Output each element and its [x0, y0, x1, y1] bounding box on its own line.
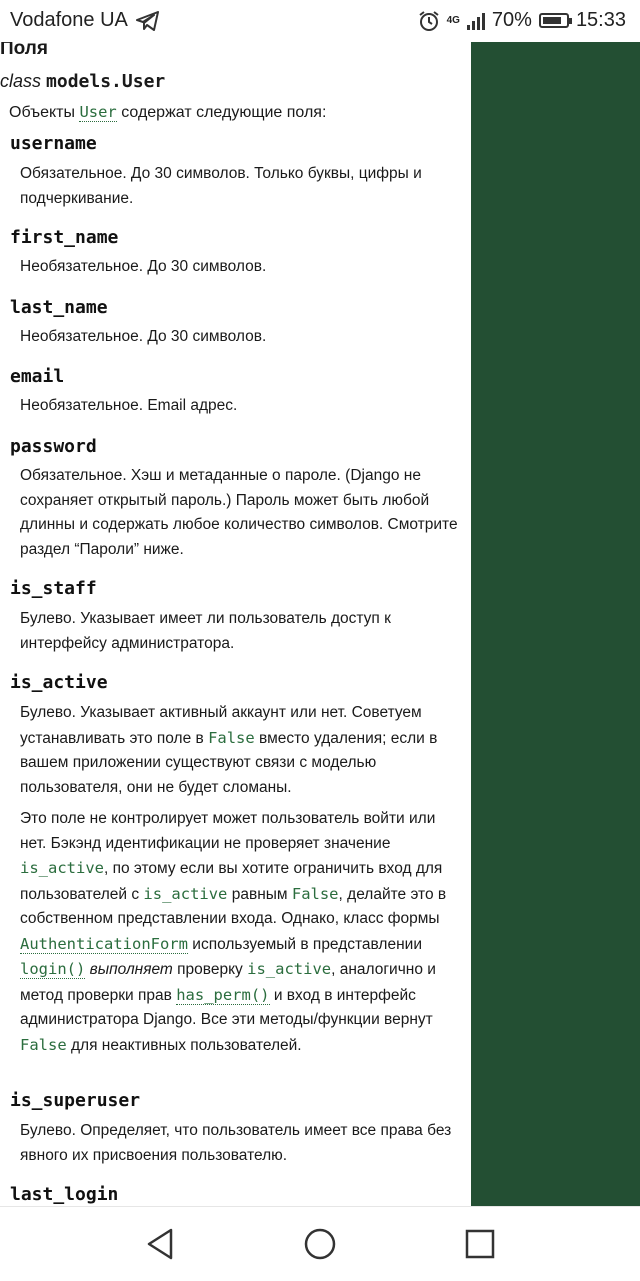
- system-nav-bar: [0, 1206, 640, 1281]
- home-icon: [303, 1227, 337, 1261]
- field-password-name: password: [10, 436, 97, 457]
- field-last-login-name: last_login: [10, 1184, 119, 1205]
- field-is-superuser-name: is_superuser: [10, 1090, 141, 1111]
- field-username-name: username: [10, 133, 97, 154]
- battery-icon: [539, 13, 569, 28]
- field-last-name-desc: Необязательное. До 30 символов.: [20, 328, 267, 345]
- false-literal: False: [291, 884, 339, 903]
- is-active-literal: is_active: [247, 960, 332, 978]
- is-active-literal: is_active: [143, 884, 228, 903]
- network-type-label: 4G: [446, 14, 460, 26]
- field-username-desc: Обязательное. До 30 символов. Только буквы, цифры и подчеркивание.: [20, 165, 422, 207]
- false-literal: False: [208, 728, 255, 747]
- doc-content: [0, 42, 466, 1206]
- field-first-name-name: first_name: [10, 227, 119, 248]
- signal-icon: [467, 12, 485, 30]
- field-last-name-name: last_name: [10, 297, 108, 318]
- recents-button[interactable]: [460, 1224, 500, 1264]
- clock: 15:33: [575, 9, 626, 31]
- has-perm-link[interactable]: has_perm(): [176, 985, 270, 1004]
- field-is-active-desc-2: Это поле не контролирует может пользователь войти или нет. Бэкэнд идентификации не проверяет значение is_active, по этому если вы хотите ограничить вход для пользователей с is_active равным False, делайте это в собственном представлении входа. Однако, класс формы AuthenticationForm используемый в представлении login() выполняет проверку is_active, аналогично и метод проверки прав has_perm() и вход в интерфейс администратора Django. Все эти методы/функции вернут False для неактивных пользователей.: [20, 810, 447, 1054]
- back-button[interactable]: [140, 1224, 180, 1264]
- field-email-desc: Необязательное. Email адрес.: [20, 397, 238, 414]
- field-first-name-desc: Необязательное. До 30 символов.: [20, 258, 267, 275]
- field-is-active-name: is_active: [10, 672, 108, 693]
- intro-text: Объекты User содержат следующие поля:: [9, 103, 327, 121]
- section-title: Поля: [0, 42, 48, 59]
- field-password-desc: Обязательное. Хэш и метаданные о пароле. (Django не сохраняет открытый пароль.) Пароль может быть любой длинны и содержать любое количество символов. Смотрите раздел “Пароли” ниже.: [20, 467, 458, 558]
- user-link[interactable]: User: [79, 103, 117, 121]
- home-button[interactable]: [300, 1224, 340, 1264]
- field-email-name: email: [10, 366, 65, 387]
- is-active-literal: is_active: [20, 859, 104, 877]
- field-is-staff-desc: Булево. Указывает имеет ли пользователь доступ к интерфейсу администратора.: [20, 610, 391, 652]
- false-literal: False: [20, 1035, 67, 1054]
- class-signature: [0, 71, 165, 92]
- battery-percent: 70%: [491, 9, 532, 31]
- back-icon: [143, 1227, 177, 1261]
- recents-icon: [463, 1227, 497, 1261]
- login-link[interactable]: login(): [20, 960, 86, 978]
- authenticationform-link[interactable]: AuthenticationForm: [20, 934, 188, 953]
- field-is-staff-name: is_staff: [10, 578, 97, 599]
- class-prefix: class: [0, 71, 42, 91]
- sidebar-panel: [471, 42, 640, 1206]
- carrier-label: Vodafone UA: [10, 9, 128, 31]
- class-name: models.User: [46, 71, 166, 92]
- telegram-icon: [136, 11, 160, 31]
- field-is-active-desc-1: Булево. Указывает активный аккаунт или нет. Советуем устанавливать это поле в False вместо удаления; если в вашем приложении существуют связи с моделью пользователя, они не будет сломаны.: [20, 704, 438, 796]
- alarm-icon: [418, 10, 440, 32]
- status-bar: [0, 0, 640, 42]
- field-is-superuser-desc: Булево. Определяет, что пользователь имеет все права без явного их присвоения пользователю.: [20, 1122, 452, 1164]
